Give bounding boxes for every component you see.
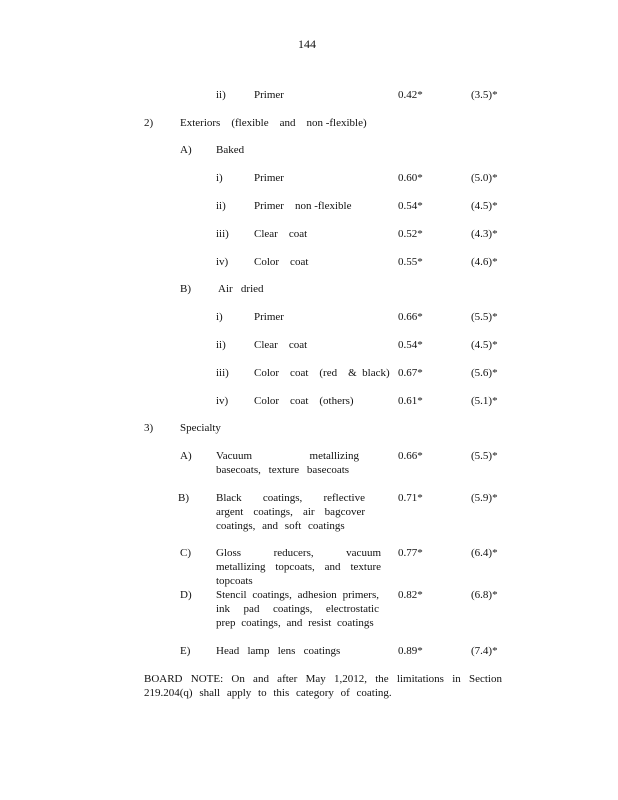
voc-limit-alt-value: (5.9)* bbox=[471, 492, 498, 504]
item-number: i) bbox=[216, 311, 223, 323]
section-title: Specialty bbox=[180, 422, 221, 434]
voc-limit-value: 0.67* bbox=[398, 367, 423, 379]
coating-label: Primer non -flexible bbox=[254, 200, 352, 212]
item-letter: E) bbox=[180, 645, 191, 657]
voc-limit-alt-value: (4.6)* bbox=[471, 256, 498, 268]
voc-limit-alt-value: (3.5)* bbox=[471, 89, 498, 101]
coating-label: Vacuum metallizing basecoats, texture basecoats bbox=[216, 450, 359, 476]
voc-limit-value: 0.42* bbox=[398, 89, 423, 101]
voc-limit-alt-value: (5.5)* bbox=[471, 311, 498, 323]
item-number: ii) bbox=[216, 339, 226, 351]
voc-limit-value: 0.89* bbox=[398, 645, 423, 657]
voc-limit-alt-value: (7.4)* bbox=[471, 645, 498, 657]
subsection-letter: B) bbox=[180, 283, 191, 295]
section-number: 3) bbox=[144, 422, 154, 434]
voc-limit-value: 0.55* bbox=[398, 256, 423, 268]
voc-limit-value: 0.54* bbox=[398, 339, 423, 351]
voc-limit-alt-value: (4.5)* bbox=[471, 339, 498, 351]
page-number: 144 bbox=[298, 37, 316, 51]
voc-limit-alt-value: (6.4)* bbox=[471, 547, 498, 559]
item-number: ii) bbox=[216, 89, 226, 101]
coating-label: Primer bbox=[254, 172, 284, 184]
section-number: 2) bbox=[144, 117, 154, 129]
coating-label: Primer bbox=[254, 311, 284, 323]
subsection-title: Air dried bbox=[218, 283, 264, 295]
voc-limit-alt-value: (5.1)* bbox=[471, 395, 498, 407]
voc-limit-alt-value: (5.0)* bbox=[471, 172, 498, 184]
coating-label: Head lamp lens coatings bbox=[216, 645, 341, 657]
coating-label: Clear coat bbox=[254, 339, 308, 351]
voc-limit-alt-value: (4.5)* bbox=[471, 200, 498, 212]
item-letter: B) bbox=[178, 492, 189, 504]
item-number: iii) bbox=[216, 228, 229, 240]
voc-limit-value: 0.66* bbox=[398, 450, 423, 462]
coating-label: Color coat (red & black) bbox=[254, 367, 390, 379]
item-letter: C) bbox=[180, 547, 191, 559]
subsection-title: Baked bbox=[216, 144, 245, 156]
voc-limit-alt-value: (6.8)* bbox=[471, 589, 498, 601]
voc-limit-alt-value: (4.3)* bbox=[471, 228, 498, 240]
coating-label: Stencil coatings, adhesion primers, ink pad coatings, electrostatic prep coatings, and resist coatings bbox=[216, 589, 379, 629]
item-letter: A) bbox=[180, 450, 192, 462]
section-title: Exteriors (flexible and non -flexible) bbox=[180, 117, 367, 129]
voc-limit-value: 0.61* bbox=[398, 395, 423, 407]
voc-limit-value: 0.66* bbox=[398, 311, 423, 323]
item-letter: D) bbox=[180, 589, 192, 601]
item-number: iii) bbox=[216, 367, 229, 379]
voc-limit-alt-value: (5.6)* bbox=[471, 367, 498, 379]
board-note: BOARD NOTE: On and after May 1,2012, the limitations in Section 219.204(q) shall apply to this category of coating. bbox=[144, 673, 502, 699]
voc-limit-value: 0.54* bbox=[398, 200, 423, 212]
subsection-letter: A) bbox=[180, 144, 192, 156]
voc-limit-value: 0.77* bbox=[398, 547, 423, 559]
coating-label: Gloss reducers, vacuum metallizing topcoats, and texture topcoats bbox=[216, 547, 381, 587]
voc-limit-value: 0.82* bbox=[398, 589, 423, 601]
coating-label: Primer bbox=[254, 89, 284, 101]
coating-label: Black coatings, reflective argent coatings, air bagcover coatings, and soft coatings bbox=[216, 492, 365, 532]
item-number: iv) bbox=[216, 395, 229, 407]
voc-limit-alt-value: (5.5)* bbox=[471, 450, 498, 462]
item-number: ii) bbox=[216, 200, 226, 212]
voc-limit-value: 0.52* bbox=[398, 228, 423, 240]
coating-label: Color coat (others) bbox=[254, 395, 354, 407]
item-number: iv) bbox=[216, 256, 229, 268]
coating-label: Color coat bbox=[254, 256, 309, 268]
voc-limit-value: 0.71* bbox=[398, 492, 423, 504]
item-number: i) bbox=[216, 172, 223, 184]
coating-label: Clear coat bbox=[254, 228, 308, 240]
voc-limit-value: 0.60* bbox=[398, 172, 423, 184]
